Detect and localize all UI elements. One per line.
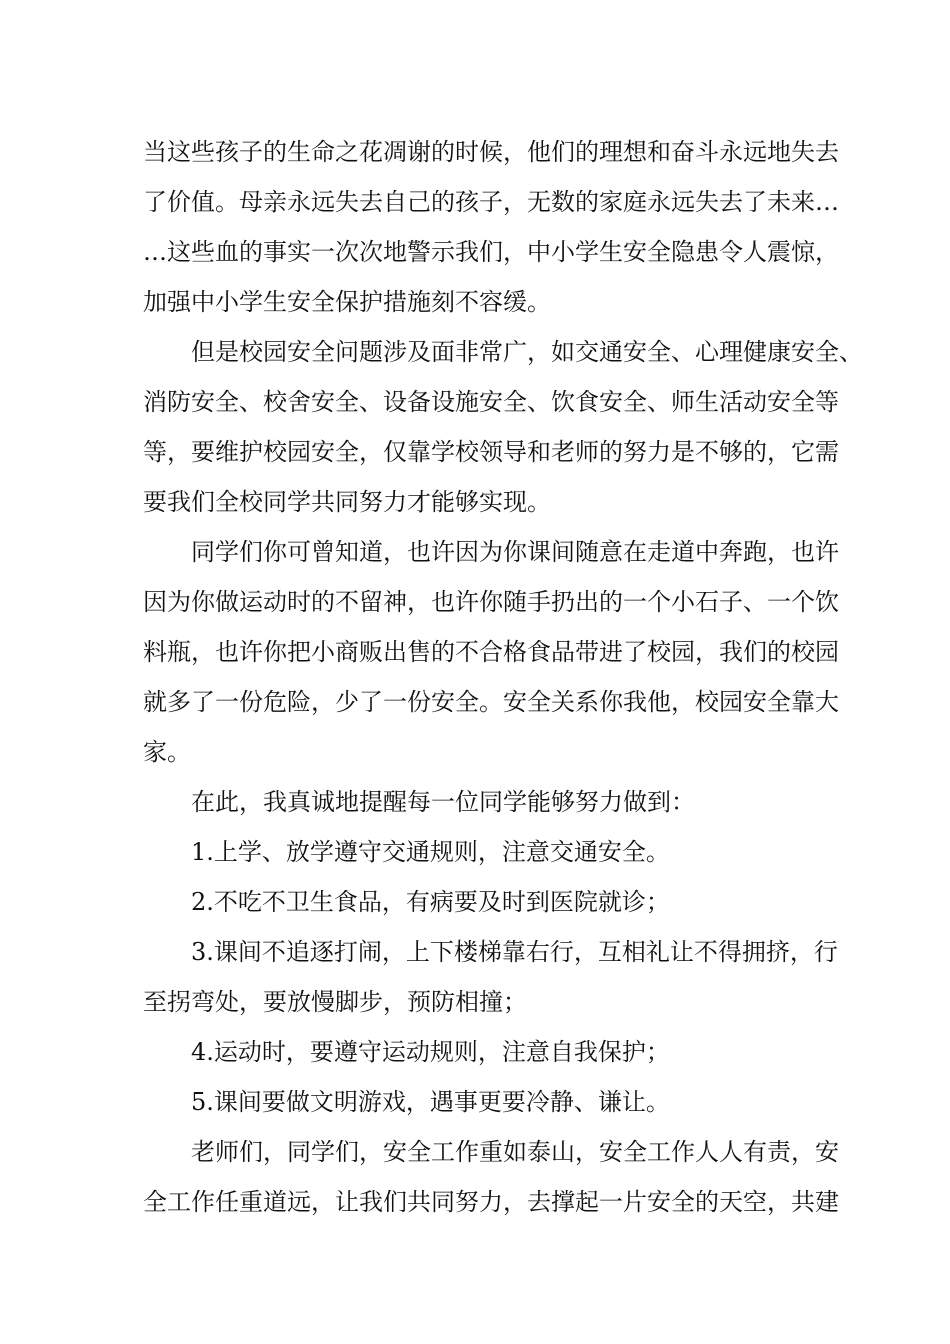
text-line-11: 料瓶，也许你把小商贩出售的不合格食品带进了校园，我们的校园 — [143, 638, 839, 666]
text-line-13: 家。 — [143, 738, 191, 766]
text-line-2: 了价值。母亲永远失去自己的孩子，无数的家庭永远失去了未来… — [143, 188, 839, 216]
text-line-14: 在此，我真诚地提醒每一位同学能够努力做到： — [191, 788, 695, 816]
text-line-22: 全工作任重道远，让我们共同努力，去撑起一片安全的天空，共建 — [143, 1188, 839, 1216]
text-line-4: 加强中小学生安全保护措施刻不容缓。 — [143, 288, 551, 316]
text-line-16: 2.不吃不卫生食品，有病要及时到医院就诊； — [191, 888, 670, 916]
text-line-6: 消防安全、校舍安全、设备设施安全、饮食安全、师生活动安全等 — [143, 388, 839, 416]
text-line-8: 要我们全校同学共同努力才能够实现。 — [143, 488, 551, 516]
text-line-20: 5.课间要做文明游戏，遇事更要冷静、谦让。 — [191, 1088, 670, 1116]
text-line-15: 1.上学、放学遵守交通规则，注意交通安全。 — [191, 838, 670, 866]
text-line-1: 当这些孩子的生命之花凋谢的时候，他们的理想和奋斗永远地失去 — [143, 138, 839, 166]
text-line-5: 但是校园安全问题涉及面非常广，如交通安全、心理健康安全、 — [191, 338, 863, 366]
text-line-3: …这些血的事实一次次地警示我们，中小学生安全隐患令人震惊， — [143, 238, 839, 266]
text-line-17: 3.课间不追逐打闹，上下楼梯靠右行，互相礼让不得拥挤，行 — [191, 938, 838, 966]
text-line-10: 因为你做运动时的不留神，也许你随手扔出的一个小石子、一个饮 — [143, 588, 839, 616]
text-line-18: 至拐弯处，要放慢脚步，预防相撞； — [143, 988, 527, 1016]
text-line-21: 老师们，同学们，安全工作重如泰山，安全工作人人有责，安 — [191, 1138, 839, 1166]
text-line-19: 4.运动时，要遵守运动规则，注意自我保护； — [191, 1038, 670, 1066]
text-line-9: 同学们你可曾知道，也许因为你课间随意在走道中奔跑，也许 — [191, 538, 839, 566]
text-line-7: 等，要维护校园安全，仅靠学校领导和老师的努力是不够的，它需 — [143, 438, 839, 466]
text-line-12: 就多了一份危险，少了一份安全。安全关系你我他，校园安全靠大 — [143, 688, 839, 716]
